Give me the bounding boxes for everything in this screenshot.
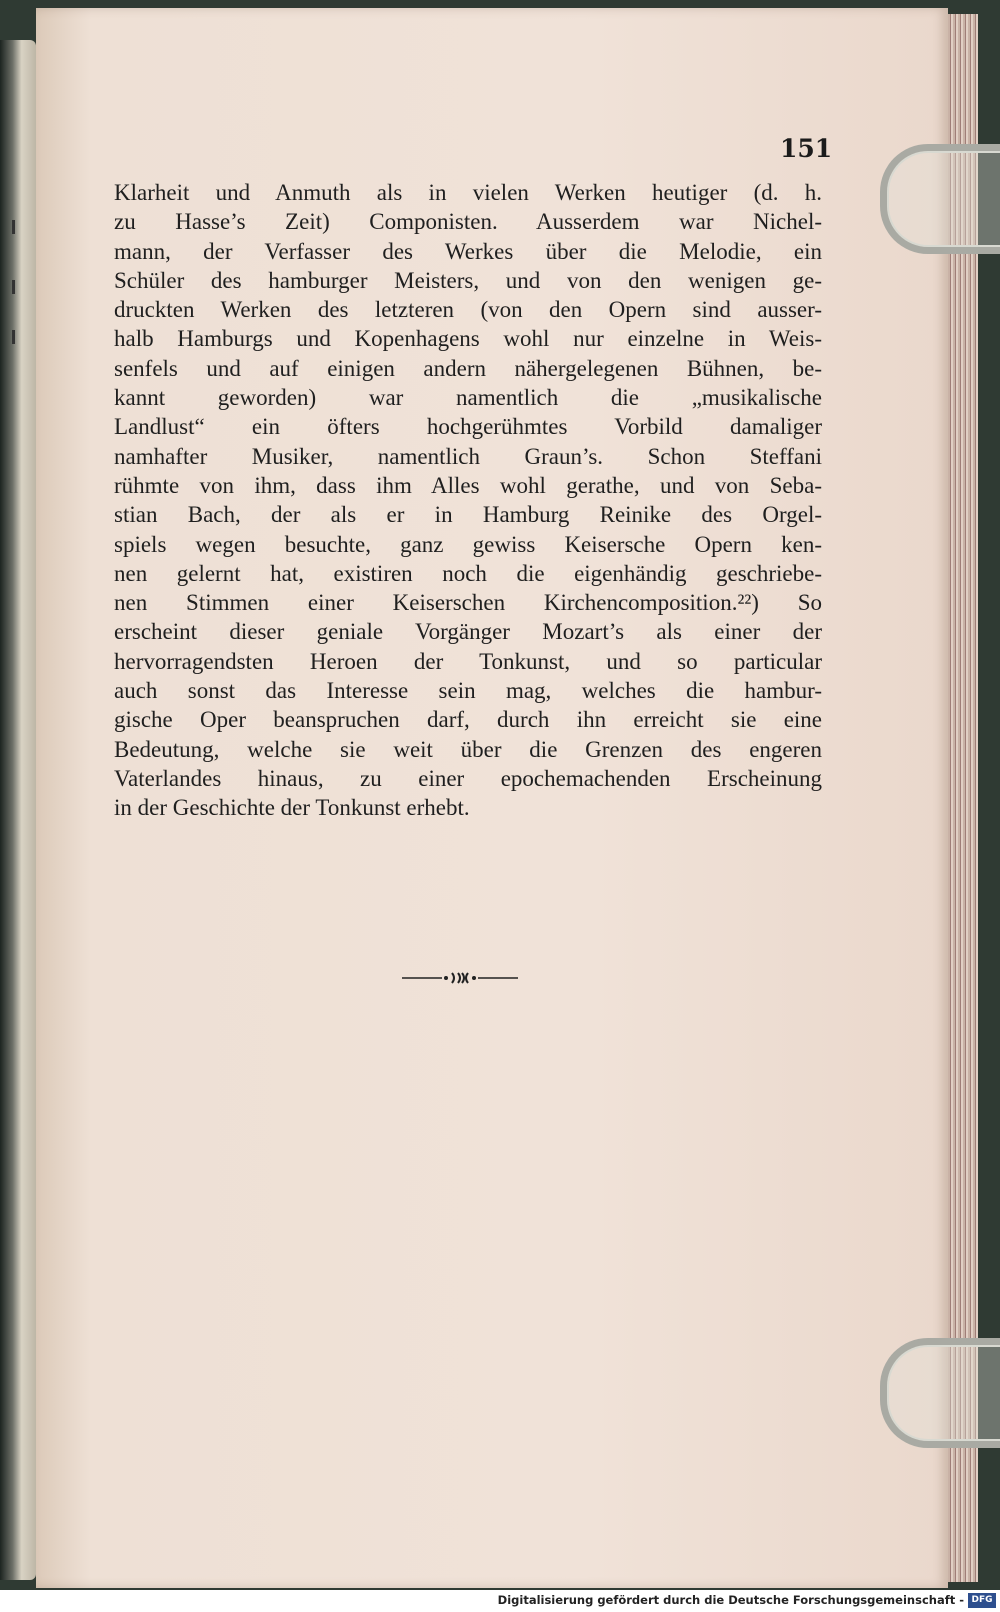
edge-mark <box>12 220 15 234</box>
text-line: erscheint dieser geniale Vorgänger Mozart’s als einer der <box>114 619 822 645</box>
text-line: stian Bach, der als er in Hamburg Reinike des Orgel- <box>114 502 822 528</box>
text-line: Vaterlandes hinaus, zu einer epochemachenden Erscheinung <box>114 765 822 791</box>
text-line: gische Oper beanspruchen darf, durch ihn erreicht sie eine <box>114 707 822 733</box>
text-line: hervorragendsten Heroen der Tonkunst, und so particular <box>114 648 822 674</box>
text-line: nen Stimmen einer Keiserschen Kirchencomposition.²²) So <box>114 590 822 616</box>
footer-bar <box>0 1590 1000 1612</box>
text-line: zu Hasse’s Zeit) Componisten. Ausserdem war Nichel- <box>114 209 822 235</box>
text-line: Klarheit und Anmuth als in vielen Werken heutiger (d. h. <box>114 180 822 205</box>
adjacent-page-edge <box>0 40 36 1580</box>
text-line: Landlust“ ein öfters hochgerühmtes Vorbild damaliger <box>114 414 822 440</box>
text-line: spiels wegen besuchte, ganz gewiss Keisersche Opern ken- <box>114 531 822 557</box>
ornament-divider <box>402 970 518 986</box>
text-line: namhafter Musiker, namentlich Graun’s. Schon Steffani <box>114 443 822 469</box>
text-line: Schüler des hamburger Meisters, und von den wenigen ge- <box>114 267 822 293</box>
text-line: senfels und auf einigen andern nähergelegenen Bühnen, be- <box>114 355 822 381</box>
page-clip-top <box>880 144 1000 254</box>
text-line: druckten Werken des letzteren (von den Opern sind ausser- <box>114 297 822 323</box>
text-line: mann, der Verfasser des Werkes über die Melodie, ein <box>114 238 822 264</box>
text-line: kannt geworden) war namentlich die „musikalische <box>114 385 822 411</box>
dfg-logo: DFG <box>968 1593 996 1608</box>
ornament-glyph <box>402 970 518 986</box>
page-number: 151 <box>780 134 833 163</box>
body-text <box>114 178 822 823</box>
text-line: nen gelernt hat, existiren noch die eigenhändig geschriebe- <box>114 560 822 586</box>
text-line: rühmte von ihm, dass ihm Alles wohl gerathe, und von Seba- <box>114 472 822 498</box>
text-line: in der Geschichte der Tonkunst erhebt. <box>114 795 470 821</box>
text-line: Bedeutung, welche sie weit über die Grenzen des engeren <box>114 736 822 762</box>
edge-mark <box>12 330 15 344</box>
funding-credit: Digitalisierung gefördert durch die Deutsche Forschungsgemeinschaft - <box>497 1593 964 1607</box>
text-line: auch sonst das Interesse sein mag, welches die hambur- <box>114 678 822 704</box>
text-line: halb Hamburgs und Kopenhagens wohl nur einzelne in Weis- <box>114 326 822 352</box>
page-clip-bottom <box>880 1338 1000 1448</box>
edge-mark <box>12 280 15 294</box>
